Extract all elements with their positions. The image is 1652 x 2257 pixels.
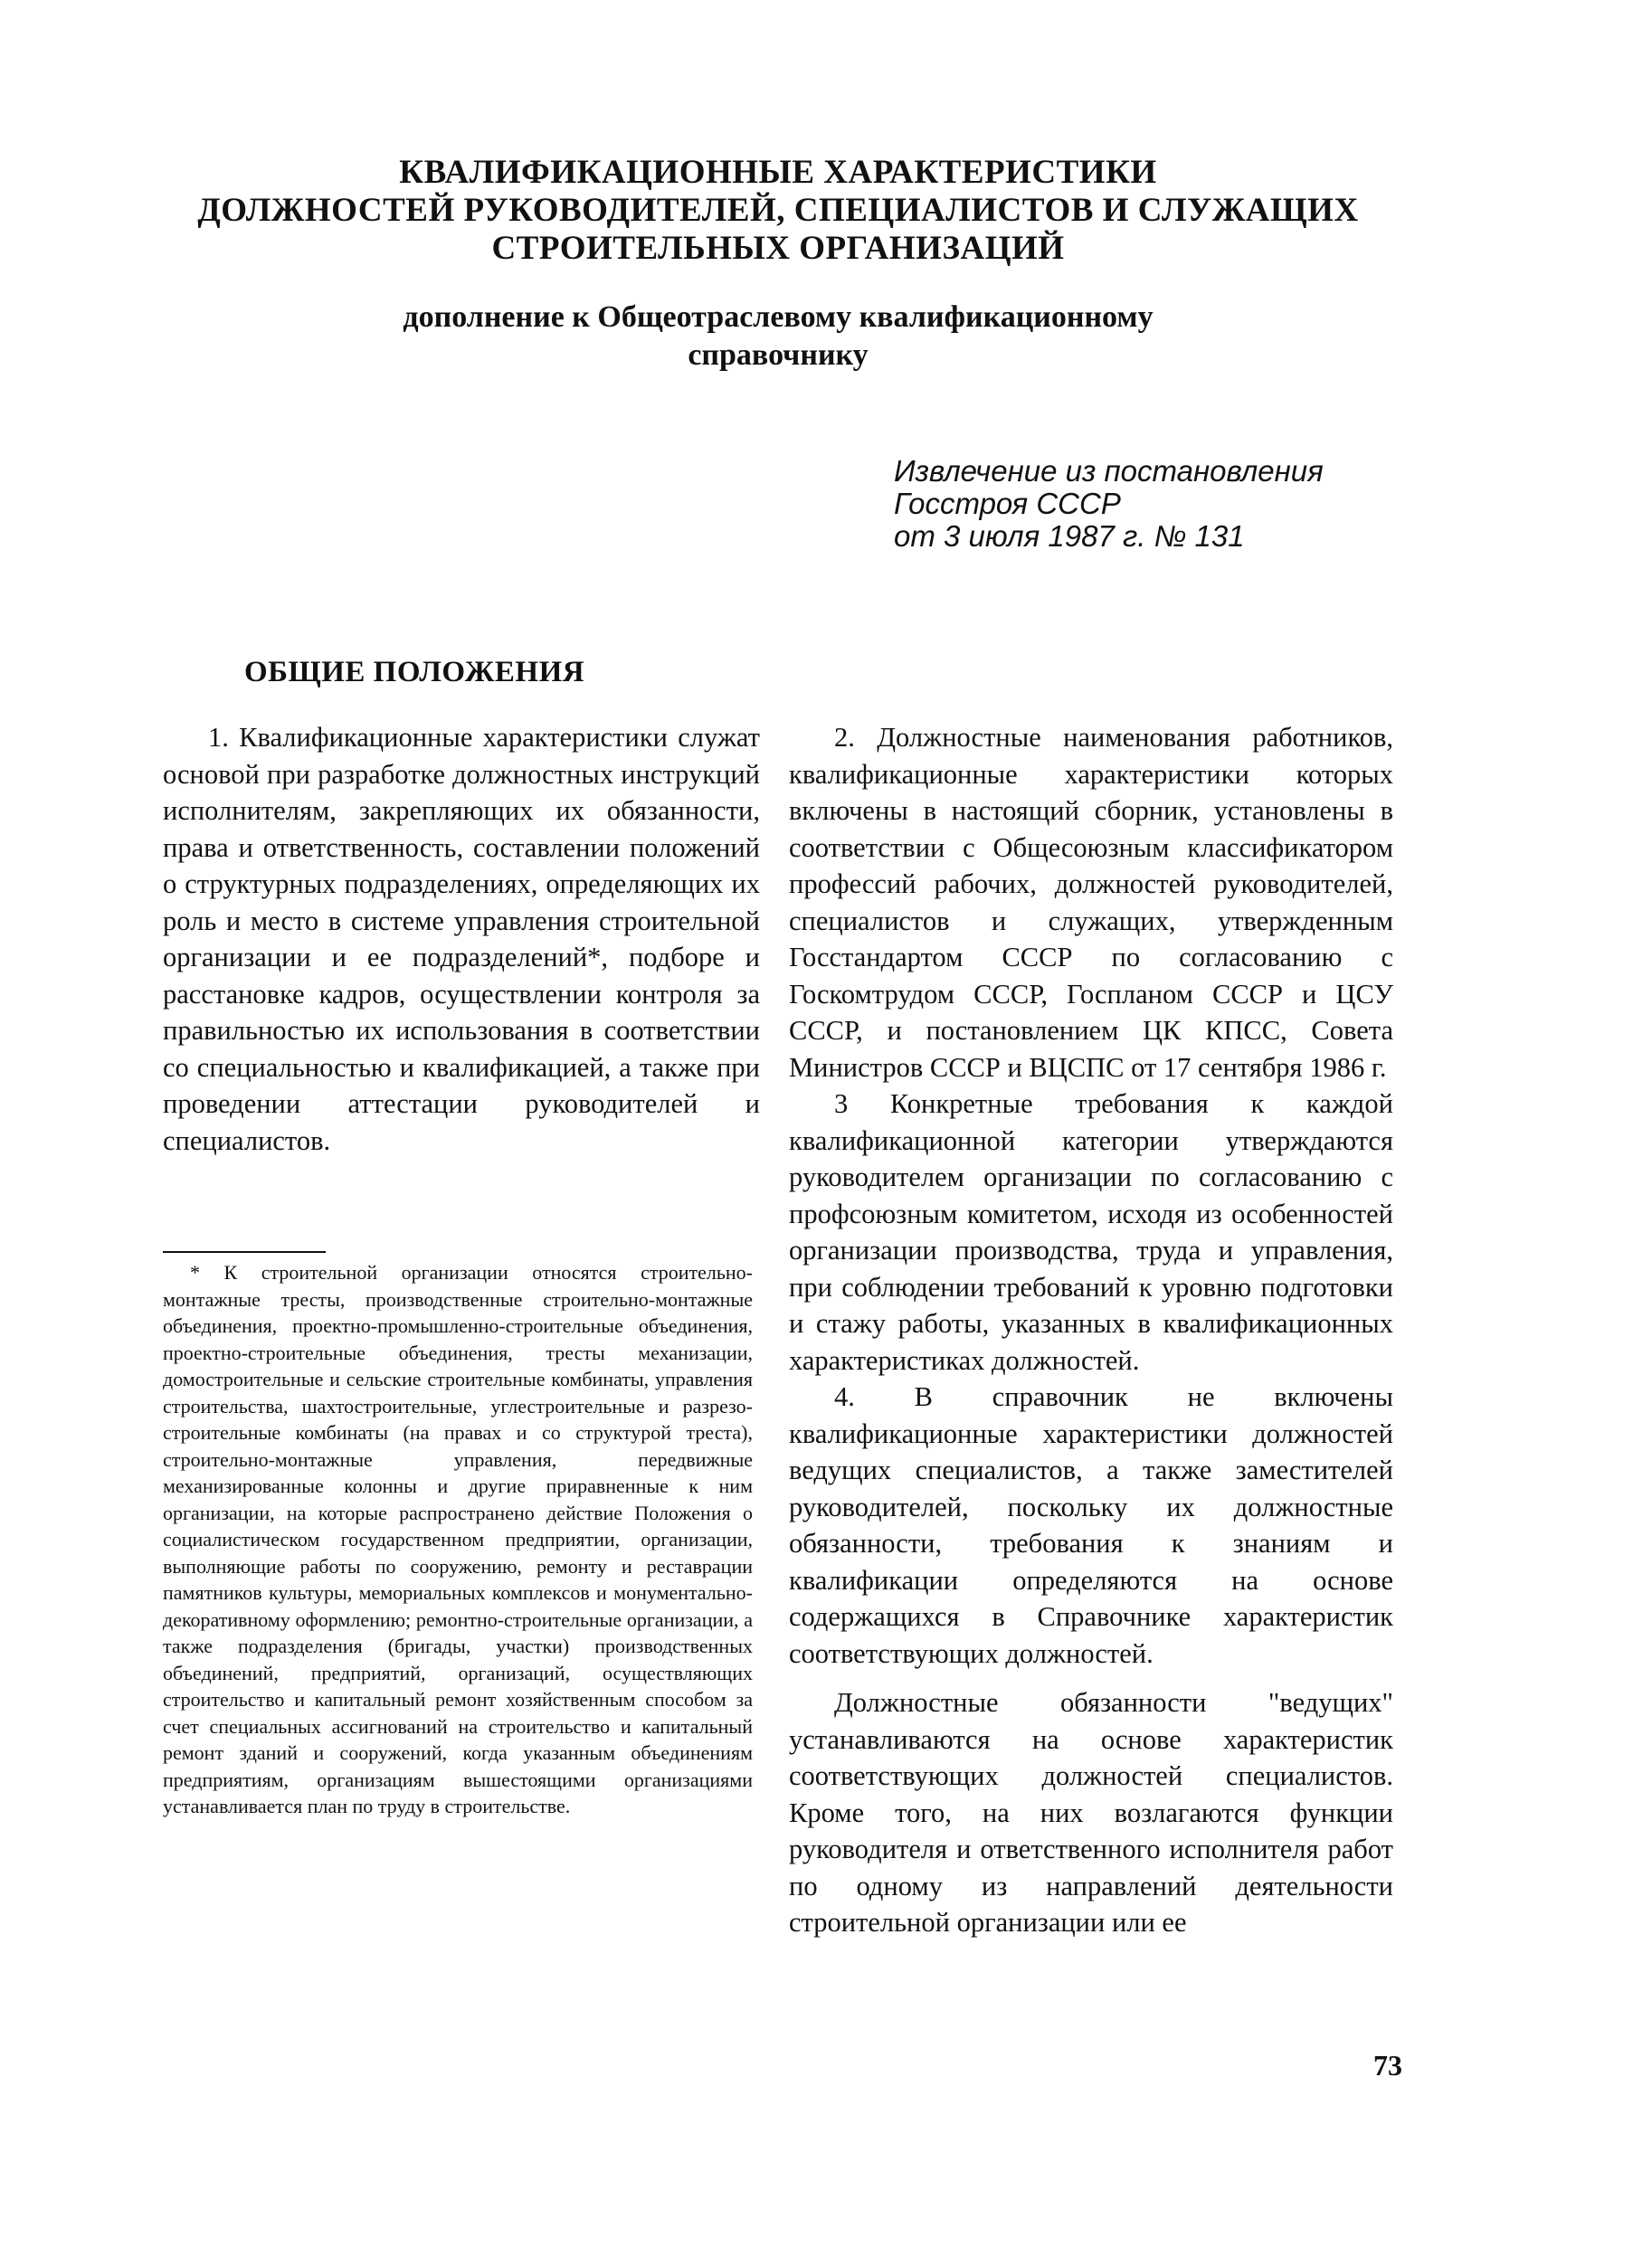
title-line-2: ДОЛЖНОСТЕЙ РУКОВОДИТЕЛЕЙ, СПЕЦИАЛИСТОВ И СЛУЖАЩИХ <box>197 192 1359 229</box>
extract-line-2: Госстроя СССР <box>894 487 1121 520</box>
extract-line-3: от 3 июля 1987 г. № 131 <box>894 519 1245 553</box>
title-line-3: СТРОИТЕЛЬНЫХ ОРГАНИЗАЦИЙ <box>491 230 1065 267</box>
subtitle-line-2: справочнику <box>688 338 869 372</box>
page-number: 73 <box>1373 2049 1402 2082</box>
subtitle-line-1: дополнение к Общеотраслевому квалификационному <box>403 300 1154 334</box>
paragraph-5: Должностные обязанности "ведущих" устанавливаются на основе характеристик соответствующих должностей специалистов. Кроме того, на них возлагаются функции руководителя и ответственного исполнителя работ по одному из направлений деятельности строительной организации или ее <box>789 1687 1393 1938</box>
paragraph-2: 2. Должностные наименования работников, квалификационные характеристики которых включены в настоящий сборник, установлены в соответствии с Общесоюзным классификатором профессий рабочих, должностей руководителей, специалистов и служащих, утвержденным Госстандартом СССР по согласованию с Госкомтрудом СССР, Госпланом СССР и ЦСУ СССР, и постановлением ЦК КПСС, Совета Министров СССР и ВЦСПС от 17 сентября 1986 г. <box>789 722 1393 1083</box>
section-heading: ОБЩИЕ ПОЛОЖЕНИЯ <box>244 656 585 688</box>
footnote <box>163 1259 753 1820</box>
extract-line-1: Извлечение из постановления <box>894 454 1324 488</box>
left-column <box>163 719 760 1159</box>
paragraph-4: 4. В справочник не включены квалификационные характеристики должностей ведущих специалистов, а также заместителей руководителей, поскольку их должностные обязанности, требования к знаниям и квалификации определяются на основе содержащихся в Справочнике характеристик соответствующих должностей. <box>789 1381 1393 1669</box>
paragraph-3: 3 Конкретные требования к каждой квалификационной категории утверждаются руководителем организации по согласованию с профсоюзным комитетом, исходя из особенностей организации производства, труда и управления, при соблюдении требований к уровню подготовки и стажу работы, указанных в квалификационных характеристиках должностей. <box>789 1088 1393 1376</box>
footnote-divider <box>163 1251 326 1253</box>
footnote-text: * К строительной организации относятся строительно-монтажные тресты, производственные строительно-монтажные объединения, проектно-промышленно-строительные объединения, проектно-строительные объединения, тресты механизации, домостроительные и сельские строительные комбинаты, управления строительства, шахтостроительные, углестроительные и разрезо-строительные комбинаты (на правах и со структурой треста), строительно-монтажные управления, передвижные механизированные колонны и другие приравненные к ним организации, на которые распространено действие Положения о социалистическом государственном предприятии, организации, выполняющие работы по сооружению, ремонту и реставрации памятников культуры, мемориальных комплексов и монументально-декоративному оформлению; ремонтно-строительные организации, а также подразделения (бригады, участки) производственных объединений, предприятий, организаций, осуществляющих строительство и капитальный ремонт хозяйственным способом за счет специальных ассигнований на строительство и капитальный ремонт зданий и сооружений, когда указанным объединениям предприятиям, организациям вышестоящими организациями устанавливается план по труду в строительстве. <box>163 1261 753 1817</box>
document-subtitle <box>163 299 1393 375</box>
paragraph-1: 1. Квалификационные характеристики служат основой при разработке должностных инструкций исполнителям, закрепляющих их обязанности, права и ответственность, составлении положений о структурных подразделениях, определяющих их роль и место в системе управления строительной организации и ее подразделений*, подборе и расстановке кадров, осуществлении контроля за правильностью их использования в соответствии со специальностью и квалификацией, а также при проведении аттестации руководителей и специалистов. <box>163 722 760 1156</box>
decree-extract-note <box>894 455 1527 553</box>
document-title <box>145 154 1411 268</box>
title-line-1: КВАЛИФИКАЦИОННЫЕ ХАРАКТЕРИСТИКИ <box>399 154 1157 191</box>
right-column <box>789 719 1393 1941</box>
